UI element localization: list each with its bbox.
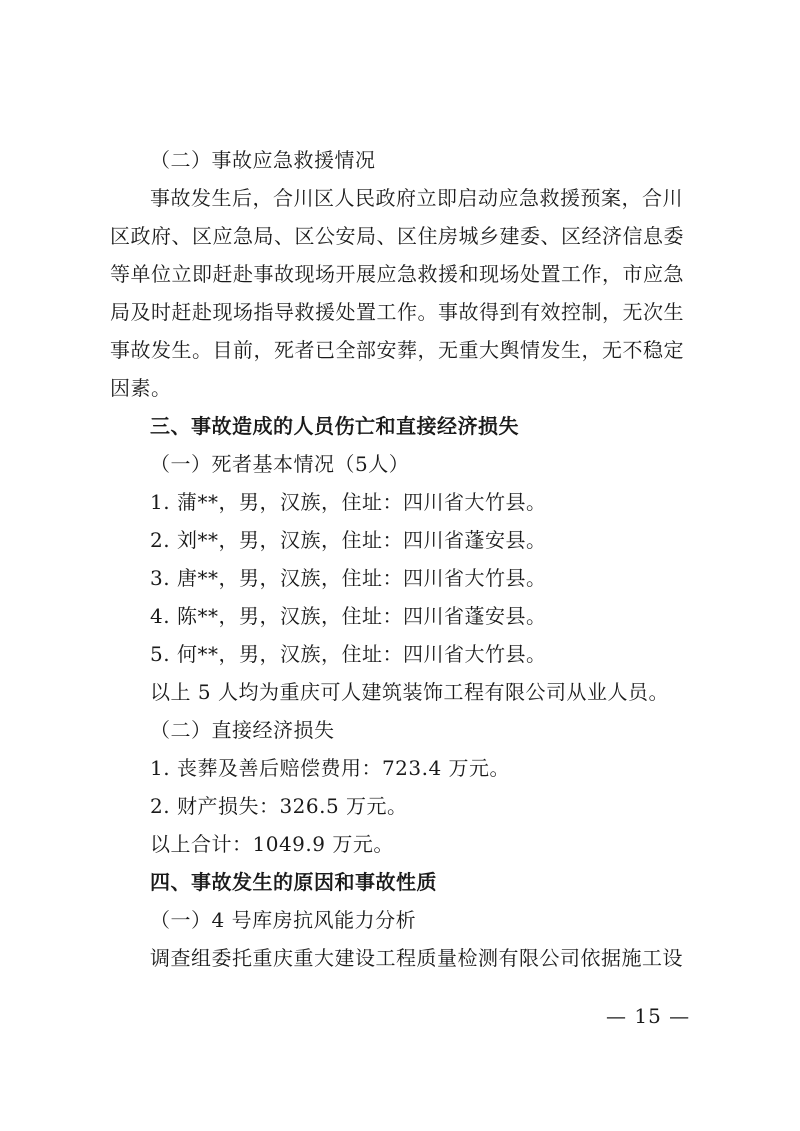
deceased-item-5: 5. 何**，男，汉族，住址：四川省大竹县。 bbox=[150, 642, 547, 666]
wind-resistance-heading: （一）4 号库房抗风能力分析 bbox=[150, 908, 417, 932]
emergency-paragraph-line-6: 因素。 bbox=[110, 376, 172, 400]
emergency-paragraph-line-5: 事故发生。目前，死者已全部安葬，无重大舆情发生，无不稳定 bbox=[110, 338, 684, 362]
emergency-paragraph-line-1: 事故发生后，合川区人民政府立即启动应急救援预案，合川 bbox=[150, 186, 683, 210]
emergency-paragraph-line-4: 局及时赶赴现场指导救援处置工作。事故得到有效控制，无次生 bbox=[110, 300, 684, 324]
emergency-paragraph-line-3: 等单位立即赶赴事故现场开展应急救援和现场处置工作，市应急 bbox=[110, 262, 684, 286]
emergency-paragraph-line-2: 区政府、区应急局、区公安局、区住房城乡建委、区经济信息委 bbox=[110, 224, 684, 248]
emergency-section-heading: （二）事故应急救援情况 bbox=[150, 148, 376, 172]
loss-total: 以上合计：1049.9 万元。 bbox=[150, 832, 394, 856]
section-three-heading: 三、事故造成的人员伤亡和直接经济损失 bbox=[150, 414, 519, 438]
deceased-summary: 以上 5 人均为重庆可人建筑装饰工程有限公司从业人员。 bbox=[150, 680, 669, 704]
deceased-item-1: 1. 蒲**，男，汉族，住址：四川省大竹县。 bbox=[150, 490, 547, 514]
deceased-heading: （一）死者基本情况（5人） bbox=[150, 452, 410, 476]
deceased-item-4: 4. 陈**，男，汉族，住址：四川省蓬安县。 bbox=[150, 604, 547, 628]
page-number: — 15 — bbox=[606, 1004, 691, 1028]
wind-paragraph-line-1: 调查组委托重庆重大建设工程质量检测有限公司依据施工设 bbox=[150, 946, 683, 970]
loss-item-2: 2. 财产损失：326.5 万元。 bbox=[150, 794, 408, 818]
deceased-item-3: 3. 唐**，男，汉族，住址：四川省大竹县。 bbox=[150, 566, 547, 590]
deceased-item-2: 2. 刘**，男，汉族，住址：四川省蓬安县。 bbox=[150, 528, 547, 552]
section-four-heading: 四、事故发生的原因和事故性质 bbox=[150, 870, 437, 894]
loss-item-1: 1. 丧葬及善后赔偿费用：723.4 万元。 bbox=[150, 756, 511, 780]
loss-heading: （二）直接经济损失 bbox=[150, 718, 335, 742]
